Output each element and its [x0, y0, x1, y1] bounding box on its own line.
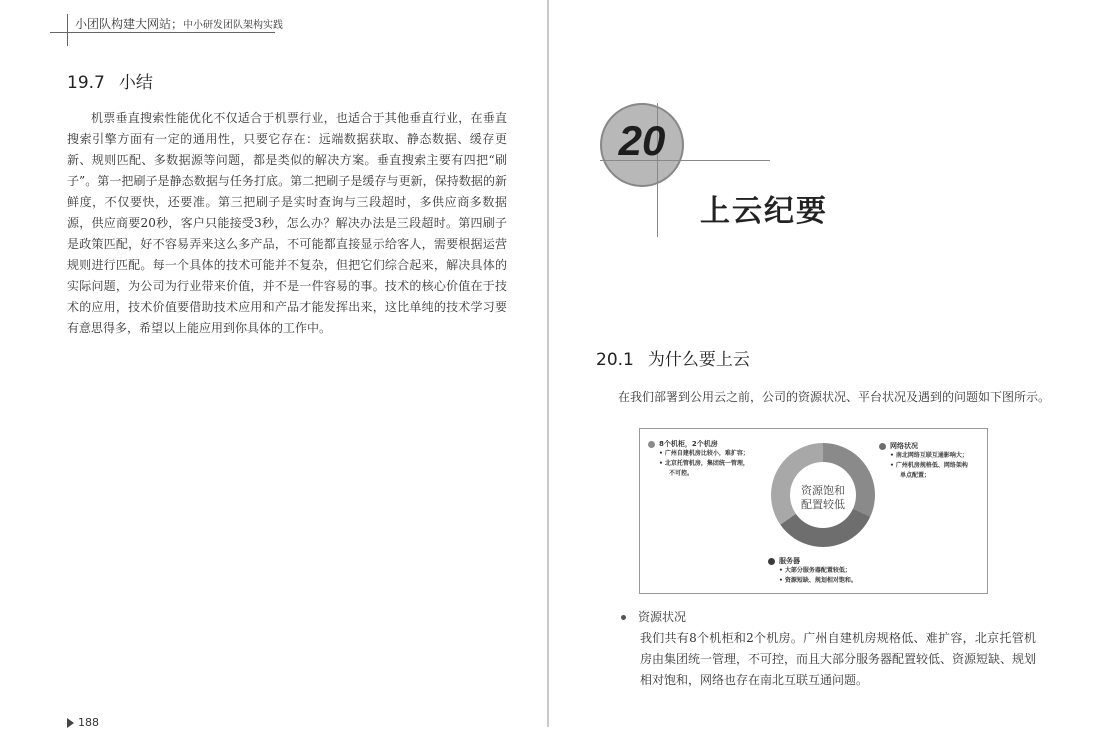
summary-paragraph: 机票垂直搜索性能优化不仅适合于机票行业，也适合于其他垂直行业，在垂直搜索引擎方面有一定的通用性，只要它存在：远端数据获取、静态数据、缓存更新、规则匹配、多数据源等问题，都是类似的解决方案。垂直搜索主要有四把“刷子”。第一把刷子是静态数据与任务打底。第二把刷子是缓存与更新，保持数据的新鲜度，不仅要快，还要准。第三把刷子是实时查询与三段超时，多供应商多数据源，供应商要20秒，客户只能接受3秒，怎么办？解决办法是三段超时。第四刷子是政策匹配，好不容易弄来这么多产品，不可能都直接显示给客人，需要根据运营规则进行匹配。每一个具体的技术可能并不复杂，但把它们综合起来，解决具体的实际问题，为公司为行业带来价值，并不是一件容易的事。技术的核心价值在于技术的应用，技术价值要借助技术应用和产品才能发挥出来，这比单纯的技术学习要有意思得多，希望以上能应用到你具体的工作中。	[67, 111, 507, 335]
header-horizontal-rule	[50, 32, 275, 33]
bullet-label: 资源状况	[638, 610, 687, 624]
intro-paragraph: 在我们部署到公用云之前，公司的资源状况、平台状况及遇到的问题如下图所示。	[618, 390, 1051, 404]
donut-center-label	[771, 484, 875, 512]
book-subtitle: 中小研发团队架构实践	[183, 20, 284, 31]
book-title: 小团队构建大网站	[75, 17, 172, 31]
chapter-title: 上云纪要	[700, 194, 828, 229]
section-title: 小结	[118, 73, 153, 93]
page-number-text: 188	[78, 716, 99, 729]
figure-item-network	[879, 441, 968, 481]
item-line: • 广州机房规格低、网络架构	[890, 462, 968, 469]
item-line: • 大部分服务器配置较低；	[779, 567, 851, 574]
item-heading: 服务器	[779, 557, 800, 565]
item-heading: 网络状况	[890, 442, 918, 450]
bullet-resource-status	[621, 608, 686, 625]
section-heading-left	[67, 68, 153, 93]
right-body	[640, 628, 1036, 691]
donut-label-line1: 资源饱和	[801, 484, 845, 497]
item-heading: 8个机柜，2个机房	[659, 440, 718, 448]
bullet-icon	[621, 615, 626, 620]
book-spine	[547, 0, 549, 727]
item-continuation: 不可控。	[669, 470, 694, 477]
left-body	[67, 108, 507, 339]
section-title: 为什么要上云	[647, 350, 750, 370]
resource-status-figure	[639, 428, 988, 594]
item-line: • 资源短缺、规划相对饱和。	[779, 577, 857, 584]
running-header	[75, 15, 283, 32]
item-line: • 南北网络互联互通影响大；	[890, 452, 968, 459]
item-dot-icon	[879, 443, 886, 450]
figure-item-cabinets	[648, 439, 749, 479]
section-number: 20.1	[596, 350, 634, 370]
section-number: 19.7	[67, 73, 105, 93]
resource-status-paragraph: 我们共有8个机柜和2个机房。广州自建机房规格低、难扩容，北京托管机房由集团统一管理，不可控，而且大部分服务器配置较低、资源短缺、规划相对饱和，网络也存在南北互联互通问题。	[640, 631, 1037, 687]
item-line: • 广州自建机房比较小，难扩容；	[659, 450, 749, 457]
figure-item-servers	[768, 556, 857, 586]
header-separator: ；	[171, 17, 184, 31]
section-heading-right	[596, 345, 750, 370]
page-number	[67, 716, 99, 729]
header-vertical-rule	[67, 14, 68, 46]
donut-label-line2: 配置较低	[801, 498, 845, 511]
chapter-number: 20	[618, 117, 666, 164]
item-line: • 北京托管机房，集团统一管理，	[659, 460, 749, 467]
item-continuation: 单点配置；	[900, 472, 931, 479]
item-dot-icon	[768, 558, 775, 565]
item-dot-icon	[648, 441, 655, 448]
